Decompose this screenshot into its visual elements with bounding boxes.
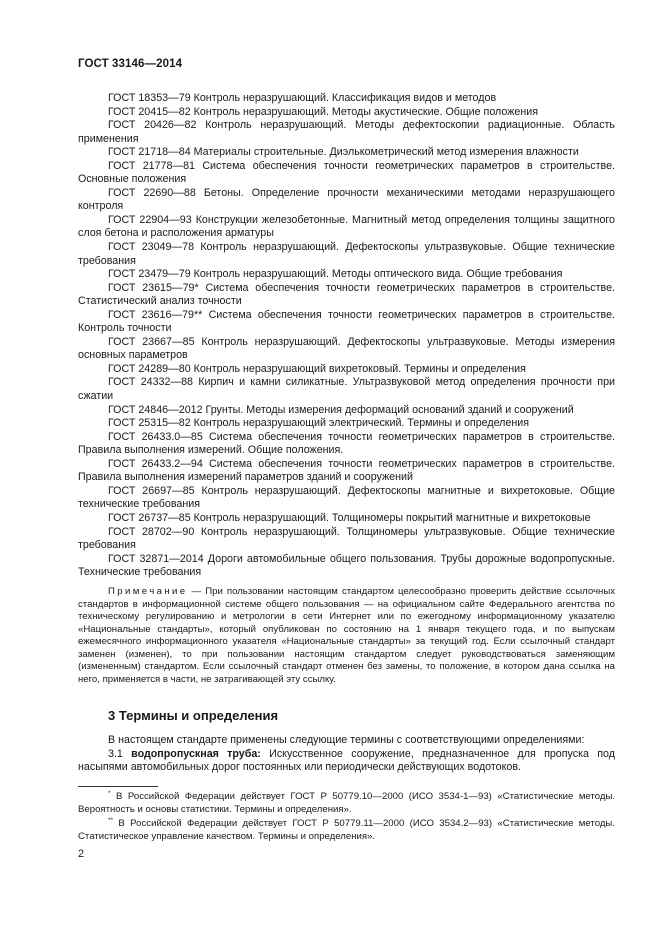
footnote-divider: [78, 786, 158, 787]
reference-item: ГОСТ 23479—79 Контроль неразрушающий. Методы оптического вида. Общие требования: [108, 268, 563, 281]
reference-item: ГОСТ 23049—78 Контроль неразрушающий. Дефектоскопы ультразвуковые. Общие технические требования: [78, 241, 615, 267]
reference-item: ГОСТ 26737—85 Контроль неразрушающий. Толщиномеры покрытий магнитные и вихретоковые: [108, 511, 591, 524]
reference-item: ГОСТ 28702—90 Контроль неразрушающий. Толщиномеры ультразвуковые. Общие технические требования: [78, 525, 615, 552]
reference-item: ГОСТ 24289—80 Контроль неразрушающий вихретоковый. Термины и определения: [108, 362, 526, 375]
note-label: Примечание: [108, 586, 188, 597]
reference-item: ГОСТ 25315—82 Контроль неразрушающий электрический. Термины и определения: [108, 417, 530, 430]
footnote: [78, 818, 615, 843]
document-header: ГОСТ 33146—2014: [78, 58, 183, 70]
footnote-mark: **: [108, 816, 114, 824]
footnote-text: В Российской Федерации действует ГОСТ Р 50779.10—2000 (ИСО 3534-1—93) «Статистические методы. Вероятность и основы статистики. Термины и определения».: [78, 791, 616, 815]
footnote-mark: *: [108, 789, 111, 797]
term-number: 3.1: [108, 747, 123, 760]
page-number: 2: [78, 848, 85, 860]
reference-item: ГОСТ 23667—85 Контроль неразрушающий. Дефектоскопы ультразвуковые. Методы измерения основных параметров: [78, 335, 615, 362]
footnote-text: В Российской Федерации действует ГОСТ Р 50779.11—2000 (ИСО 3534.2—93) «Статистические методы. Статистическое управление качеством. Термины и определения».: [78, 818, 615, 842]
reference-item: ГОСТ 20415—82 Контроль неразрушающий. Методы акустические. Общие положения: [108, 105, 538, 118]
reference-item: ГОСТ 32871—2014 Дороги автомобильные общего пользования. Трубы дорожные водопропускные. Технические требования: [78, 552, 615, 579]
reference-item: ГОСТ 26433.0—85 Система обеспечения точности геометрических параметров в строительстве. Правила выполнения измерений. Общие положения.: [78, 430, 615, 457]
term-name: водопропускная труба:: [131, 747, 261, 760]
reference-item: ГОСТ 26697—85 Контроль неразрушающий. Дефектоскопы магнитные и вихретоковые. Общие технические требования: [78, 484, 615, 511]
reference-list: [78, 92, 615, 580]
reference-item: ГОСТ 20426—82 Контроль неразрушающий. Методы дефектоскопии радиационные. Область применения: [78, 119, 615, 145]
reference-item: ГОСТ 26433.2—94 Система обеспечения точности геометрических параметров в строительстве. Правила выполнения измерений параметров зданий и сооружений: [78, 457, 615, 484]
reference-item: ГОСТ 24846—2012 Грунты. Методы измерения деформаций оснований зданий и сооружений: [108, 403, 574, 416]
section-intro: В настоящем стандарте применены следующие термины с соответствующими определениями:: [108, 734, 585, 746]
term-definition: [78, 748, 615, 775]
footnote: [78, 791, 615, 816]
reference-item: ГОСТ 23615—79* Система обеспечения точности геометрических параметров в строительстве. Статистический анализ точности: [78, 281, 615, 308]
reference-item: ГОСТ 22690—88 Бетоны. Определение прочности механическими методами неразрушающего контроля: [78, 186, 615, 213]
term-text: Искусственное сооружение, предназначенное для пропуска под насыпями автомобильных дорог постоянных или периодически действующих водотоков.: [78, 747, 615, 774]
reference-item: ГОСТ 18353—79 Контроль неразрушающий. Классификация видов и методов: [108, 92, 497, 104]
reference-item: ГОСТ 21778—81 Система обеспечения точности геометрических параметров в строительстве. Основные положения: [78, 159, 615, 186]
reference-item: ГОСТ 23616—79** Система обеспечения точности геометрических параметров в строительстве. Контроль точности: [78, 308, 615, 335]
note-text: — При пользовании настоящим стандартом целесообразно проверить действие ссылочных стандартов в информационной системе общего пользования — на официальном сайте Федерального агентства по техническому регулированию и метрологии в сети Интернет или по ежегодному информационному указателю «Национальные стандарты», который опубликован по состоянию на 1 января текущего года, и по выпускам ежемесячного информационного указателя «Национальные стандарты» за текущий год. Если ссылочный стандарт заменен (изменен), то при пользовании настоящим стандартом следует руководствоваться заменяющим (измененным) стандартом. Если ссылочный стандарт отменен без замены, то положение, в котором дана ссылка на него, применяется в части, не затрагивающей эту ссылку.: [78, 586, 616, 685]
section-body: [78, 734, 615, 775]
reference-item: ГОСТ 21718—84 Материалы строительные. Диэлькометрический метод измерения влажности: [108, 146, 579, 159]
reference-note: [78, 586, 615, 686]
section-title: 3 Термины и определения: [108, 708, 279, 723]
footnotes: [78, 791, 615, 845]
reference-item: ГОСТ 24332—88 Кирпич и камни силикатные. Ультразвуковой метод определения прочности при сжатии: [78, 376, 615, 403]
reference-item: ГОСТ 22904—93 Конструкции железобетонные. Магнитный метод определения толщины защитного слоя бетона и расположения арматуры: [78, 213, 615, 240]
